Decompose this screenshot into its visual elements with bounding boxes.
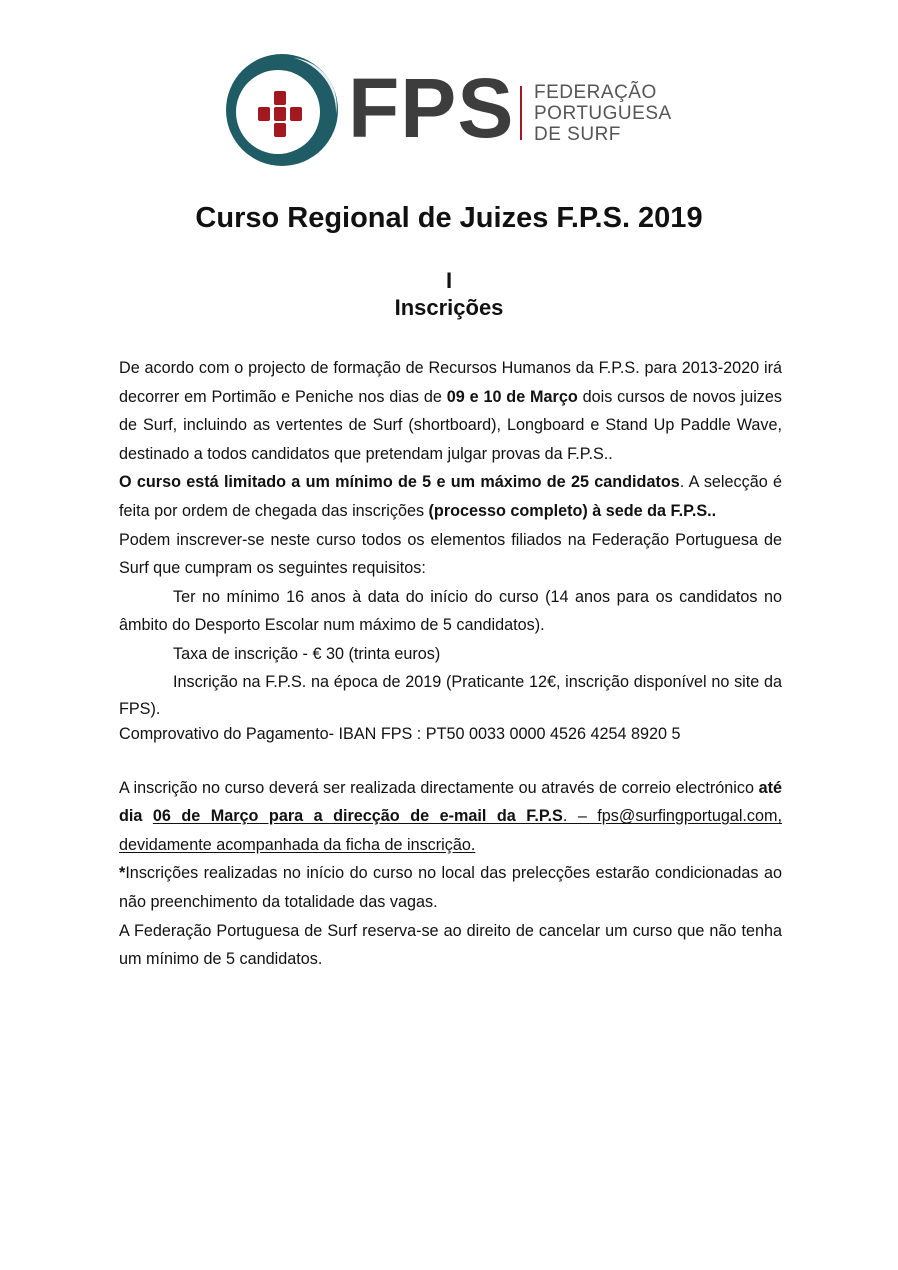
requirement-age: Ter no mínimo 16 anos à data do início do curso (14 anos para os candidatos no âmbito do Desporto Escolar num máximo de 5 candidatos). bbox=[119, 587, 782, 635]
federation-name-line: DE SURF bbox=[534, 124, 621, 145]
paragraph-cancellation: A Federação Portuguesa de Surf reserva-se ao direito de cancelar um curso que não tenha um mínimo de 5 candidatos. bbox=[119, 921, 782, 969]
federation-name-line: PORTUGUESA bbox=[534, 103, 672, 124]
section-title: Inscrições bbox=[394, 295, 504, 320]
requirement-fee: Taxa de inscrição - € 30 (trinta euros) bbox=[173, 644, 441, 663]
fps-emblem-icon bbox=[224, 52, 344, 172]
requirement-membership: Inscrição na F.P.S. na época de 2019 (Praticante 12€, inscrição disponível no site da FPS). bbox=[119, 672, 782, 718]
payment-iban: Comprovativo do Pagamento- IBAN FPS : PT50 0033 0000 4526 4254 8920 5 bbox=[119, 724, 681, 743]
paragraph-registration: A inscrição no curso deverá ser realizada directamente ou através de correio electrónico até dia 06 de Março para a direcção de e-mail da F.P.S. – fps@surfingportugal.com, devidamente acompanhada da ficha de inscrição. bbox=[119, 778, 782, 854]
paragraph-eligibility: Podem inscrever-se neste curso todos os elementos filiados na Federação Portuguesa de Surf que cumpram os seguintes requisitos: bbox=[119, 530, 782, 578]
logo-letters: FPS bbox=[348, 61, 515, 155]
paragraph-late-registration: *Inscrições realizadas no início do curso no local das prelecções estarão condicionadas ao não preenchimento da totalidade das vagas. bbox=[119, 864, 782, 911]
paragraph-limits: O curso está limitado a um mínimo de 5 e um máximo de 25 candidatos. A selecção é feita por ordem de chegada das inscrições (processo completo) à sede da F.P.S.. bbox=[119, 473, 783, 520]
federation-name bbox=[534, 82, 672, 145]
logo-divider bbox=[520, 86, 522, 140]
fps-logo bbox=[224, 52, 672, 172]
federation-name-line: FEDERAÇÃO bbox=[534, 82, 657, 103]
page-title: Curso Regional de Juizes F.P.S. 2019 bbox=[195, 202, 703, 234]
section-number: I bbox=[445, 268, 453, 293]
document-body bbox=[119, 354, 782, 974]
paragraph-intro: De acordo com o projecto de formação de Recursos Humanos da F.P.S. para 2013-2020 irá decorrer em Portimão e Peniche nos dias de 09 e 10 de Março dois cursos de novos juizes de Surf, incluindo as vertentes de Surf (shortboard), Longboard e Stand Up Paddle Wave, destinado a todos candidatos que pretendam julgar provas da F.P.S.. bbox=[119, 359, 783, 463]
